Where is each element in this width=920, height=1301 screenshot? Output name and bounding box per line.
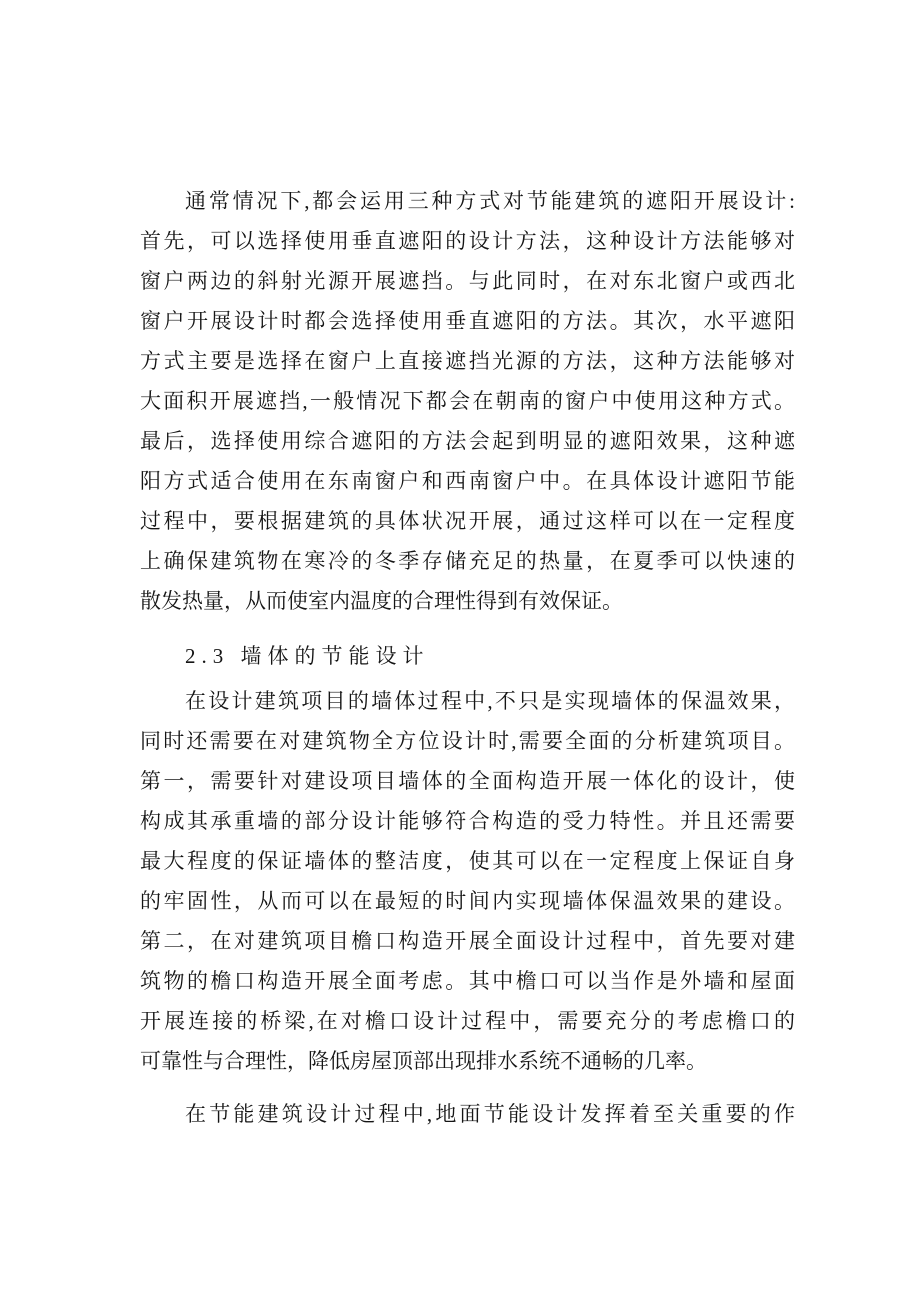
text-line: 筑物的檐口构造开展全面考虑。其中檐口可以当作是外墙和屋面 — [140, 969, 795, 993]
text-line: 过程中，要根据建筑的具体状况开展，通过这样可以在一定程度 — [140, 509, 795, 533]
paragraph-ground-design — [140, 1094, 795, 1134]
section-heading-2-3: 2.3 墙体的节能设计 — [185, 644, 430, 668]
text-line: 第二，在对建筑项目檐口构造开展全面设计过程中，首先要对建 — [140, 929, 795, 953]
text-line: 大面积开展遮挡,一般情况下都会在朝南的窗户中使用这种方式。 — [140, 389, 795, 413]
text-line: 通常情况下,都会运用三种方式对节能建筑的遮阳开展设计: — [185, 189, 795, 213]
text-line: 构成其承重墙的部分设计能够符合构造的受力特性。并且还需要 — [140, 809, 795, 833]
paragraph-shading-design — [140, 181, 795, 621]
text-line: 阳方式适合使用在东南窗户和西南窗户中。在具体设计遮阳节能 — [140, 469, 795, 493]
text-line: 第一，需要针对建设项目墙体的全面构造开展一体化的设计，使 — [140, 769, 795, 793]
text-line: 最大程度的保证墙体的整洁度，使其可以在一定程度上保证自身 — [140, 849, 795, 873]
text-line: 窗户开展设计时都会选择使用垂直遮阳的方法。其次，水平遮阳 — [140, 309, 795, 333]
text-line: 的牢固性，从而可以在最短的时间内实现墙体保温效果的建设。 — [140, 889, 795, 913]
text-line: 上确保建筑物在寒冷的冬季存储充足的热量，在夏季可以快速的 — [140, 549, 795, 573]
text-line: 散发热量，从而使室内温度的合理性得到有效保证。 — [140, 589, 623, 613]
paragraph-wall-design — [140, 681, 795, 1081]
text-line: 开展连接的桥梁,在对檐口设计过程中，需要充分的考虑檐口的 — [140, 1009, 795, 1033]
text-line: 同时还需要在对建筑物全方位设计时,需要全面的分析建筑项目。 — [140, 729, 795, 753]
text-line: 可靠性与合理性，降低房屋顶部出现排水系统不通畅的几率。 — [140, 1049, 707, 1073]
text-line: 首先，可以选择使用垂直遮阳的设计方法，这种设计方法能够对 — [140, 229, 795, 253]
text-line: 窗户两边的斜射光源开展遮挡。与此同时，在对东北窗户或西北 — [140, 269, 795, 293]
text-line: 在节能建筑设计过程中,地面节能设计发挥着至关重要的作 — [185, 1102, 795, 1126]
text-line: 在设计建筑项目的墙体过程中,不只是实现墙体的保温效果， — [185, 689, 795, 713]
text-line: 最后，选择使用综合遮阳的方法会起到明显的遮阳效果，这种遮 — [140, 429, 795, 453]
text-line: 方式主要是选择在窗户上直接遮挡光源的方法，这种方法能够对 — [140, 349, 795, 373]
